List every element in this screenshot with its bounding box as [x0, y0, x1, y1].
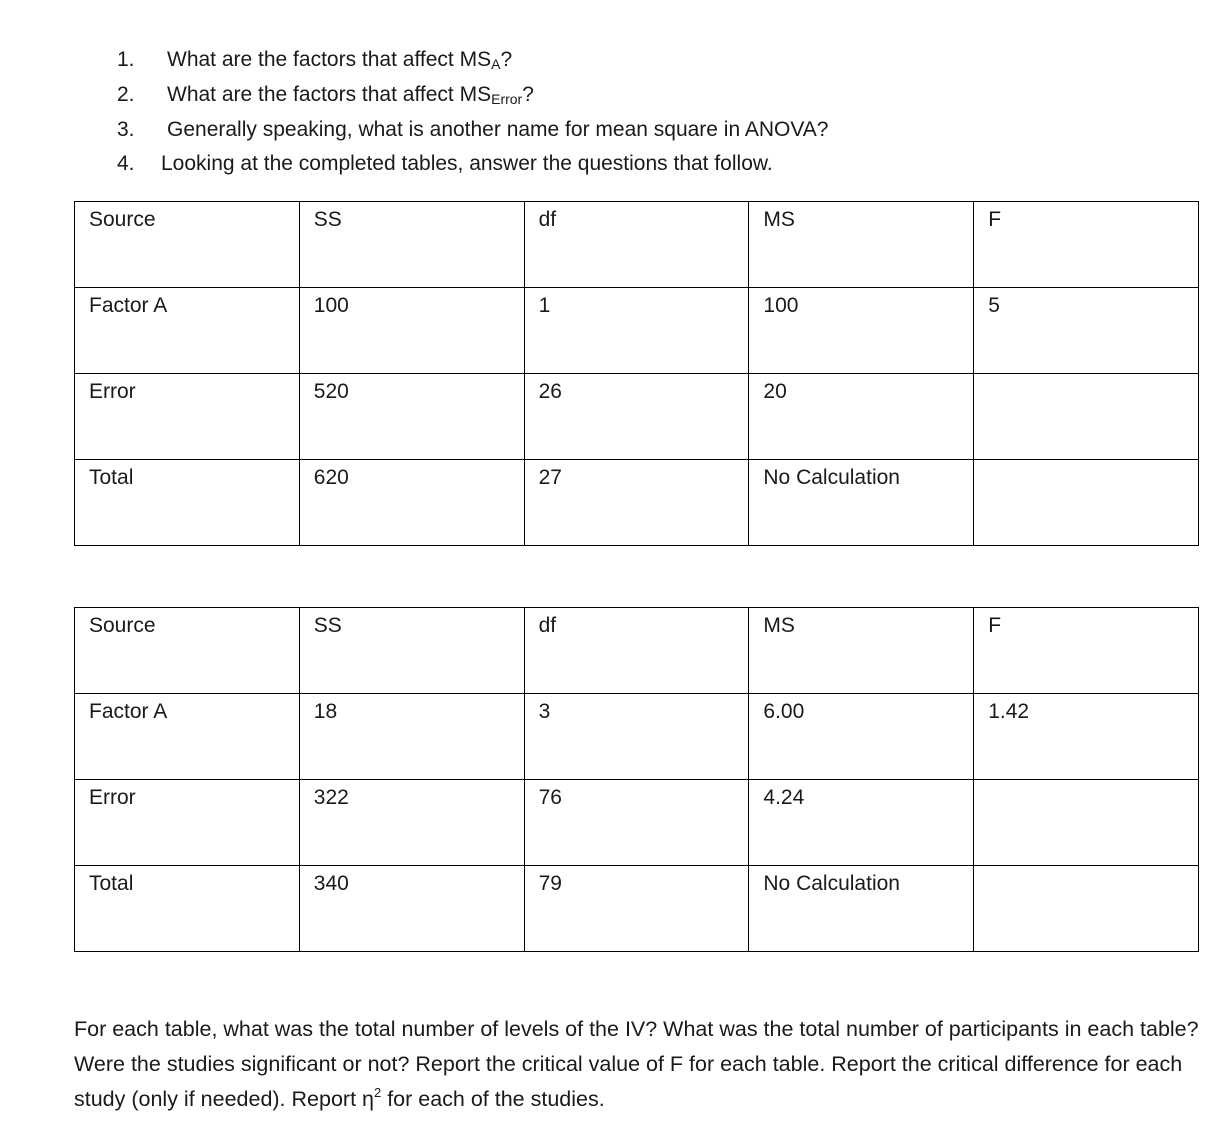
header-cell: F	[974, 202, 1199, 288]
table-cell: 3	[524, 694, 749, 780]
question-text: Generally speaking, what is another name for mean square in ANOVA?	[167, 118, 829, 141]
question-text: What are the factors that affect MS	[167, 83, 492, 106]
table-row	[75, 780, 1199, 866]
table-cell: 100	[749, 288, 974, 374]
table-row	[75, 374, 1199, 460]
header-cell: df	[524, 202, 749, 288]
question-suffix: ?	[522, 83, 534, 106]
closing-superscript: 2	[373, 1085, 382, 1100]
table-cell: No Calculation	[749, 866, 974, 952]
header-cell: Source	[75, 202, 300, 288]
question-number: 3.	[117, 118, 135, 141]
question-text: Looking at the completed tables, answer the questions that follow.	[161, 152, 773, 175]
table-row	[75, 288, 1199, 374]
question-number: 4.	[117, 152, 135, 175]
table-cell	[974, 374, 1199, 460]
header-cell: F	[974, 608, 1199, 694]
table-cell: Total	[75, 460, 300, 546]
question-number: 2.	[117, 83, 135, 106]
question-subscript: A	[491, 56, 501, 72]
table-cell: 79	[524, 866, 749, 952]
table-header-row	[75, 608, 1199, 694]
table-cell: Total	[75, 866, 300, 952]
header-cell: df	[524, 608, 749, 694]
table-cell: 4.24	[749, 780, 974, 866]
table-cell: 26	[524, 374, 749, 460]
table-cell: Error	[75, 780, 300, 866]
table-cell: 5	[974, 288, 1199, 374]
header-cell: MS	[749, 202, 974, 288]
question-suffix: ?	[500, 48, 513, 71]
table-cell: 322	[299, 780, 524, 866]
table-row	[75, 694, 1199, 780]
table-cell: 76	[524, 780, 749, 866]
table-cell: 340	[299, 866, 524, 952]
table-cell: Factor A	[75, 694, 300, 780]
question-text: What are the factors that affect MS	[167, 48, 492, 71]
table-cell	[974, 866, 1199, 952]
header-cell: Source	[75, 608, 300, 694]
table-cell	[974, 460, 1199, 546]
table-header-row	[75, 202, 1199, 288]
table-cell	[974, 780, 1199, 866]
closing-paragraph	[74, 1012, 1204, 1117]
table-cell: 20	[749, 374, 974, 460]
table-row	[75, 866, 1199, 952]
header-cell: MS	[749, 608, 974, 694]
table-cell: 6.00	[749, 694, 974, 780]
table-cell: 1.42	[974, 694, 1199, 780]
table-cell: 620	[299, 460, 524, 546]
table-row	[75, 460, 1199, 546]
table-cell: No Calculation	[749, 460, 974, 546]
table-cell: 27	[524, 460, 749, 546]
anova-table-1	[74, 201, 1199, 546]
table-cell: 1	[524, 288, 749, 374]
table-cell: 18	[299, 694, 524, 780]
header-cell: SS	[299, 202, 524, 288]
table-cell: 520	[299, 374, 524, 460]
table-cell: 100	[299, 288, 524, 374]
closing-end: for each of the studies.	[381, 1087, 605, 1111]
question-number: 1.	[117, 48, 135, 71]
table-cell: Factor A	[75, 288, 300, 374]
table-cell: Error	[75, 374, 300, 460]
question-subscript: Error	[491, 91, 523, 107]
header-cell: SS	[299, 608, 524, 694]
anova-table-2	[74, 607, 1199, 952]
closing-text: For each table, what was the total number of levels of the IV? What was the total number of participants in each table? Were the studies significant or not? Report the critical value of F for each table. Report the critical difference for each study (only if needed). Report η	[74, 1017, 1199, 1111]
